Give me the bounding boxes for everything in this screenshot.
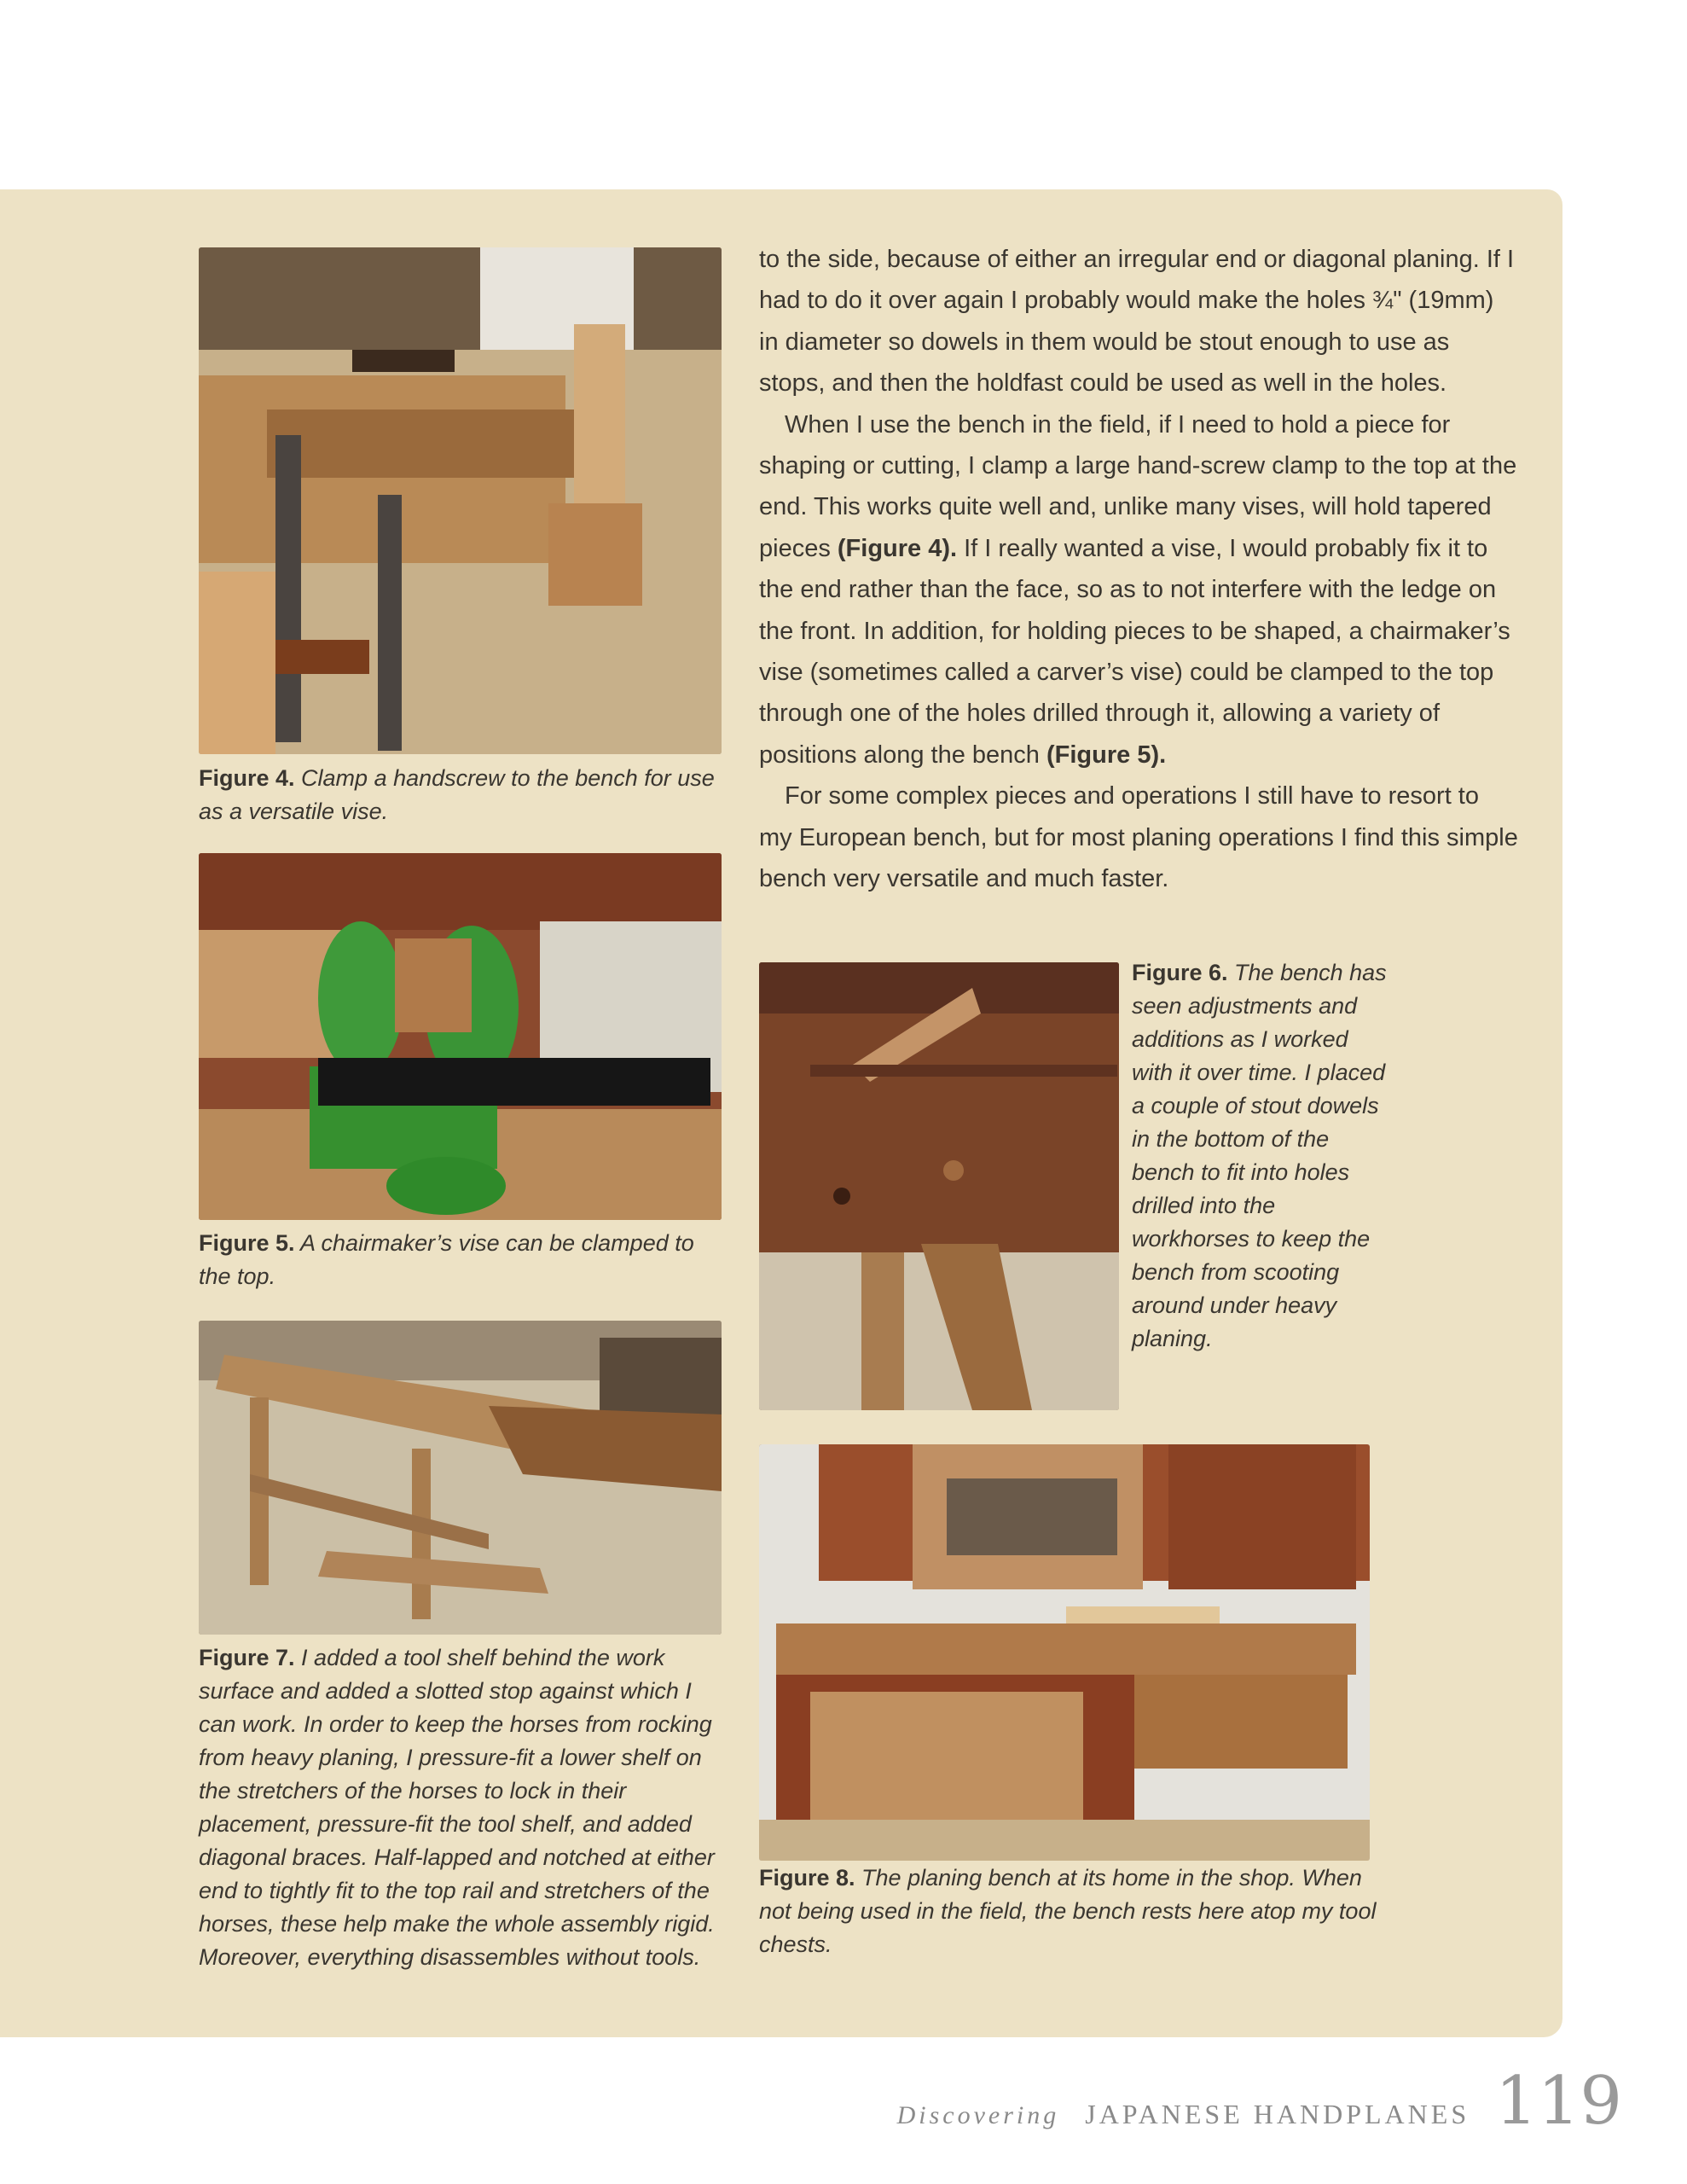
figure-6-photo: [759, 962, 1119, 1410]
body-text: [759, 239, 1518, 900]
figure-8-caption: [759, 1862, 1390, 1961]
figure-7-label: Figure 7.: [199, 1645, 295, 1670]
figure-5-label: Figure 5.: [199, 1230, 295, 1256]
figure-7-photo: [199, 1321, 722, 1635]
body-paragraph-2-start: When I use the bench in the field, if I need to hold a piece for shaping or cutting, I clamp a large hand-screw clamp to the top at the end. This works quite well and, unlike many vises, will hold tapered pieces: [759, 410, 1517, 562]
book-title: JAPANESE HANDPLANES: [1085, 2099, 1470, 2129]
body-paragraph-2-middle: If I really wanted a vise, I would probably fix it to the end rather than the face, so as to not interfere with the ledge on the front. In addition, for holding pieces to be shaped, a chairmaker’s vise (sometimes called a carver’s vise) could be clamped to the top through one of the holes drilled through it, allowing a variety of positions along the bench: [759, 534, 1510, 769]
figure-4-text: Clamp a handscrew to the bench for use as a versatile vise.: [199, 765, 715, 824]
figure-5-caption: [199, 1227, 728, 1293]
figure-7-text: I added a tool shelf behind the work surface and added a slotted stop against which I can work. In order to keep the horses from rocking from heavy planing, I pressure-fit a lower shelf on the stretchers of the horses to lock in their placement, pressure-fit the tool shelf, and added diagonal braces. Half-lapped and notched at either end to tightly fit to the top rail and stretchers of the horses, these help make the whole assembly rigid. Moreover, everything disassembles without tools.: [199, 1645, 715, 1970]
figure-8-text: The planing bench at its home in the shop. When not being used in the field, the bench rests here atop my tool chests.: [759, 1865, 1377, 1957]
figure-8-photo: [759, 1444, 1370, 1861]
body-paragraph-3: For some complex pieces and operations I still have to resort to my European bench, but for most planing operations I find this simple bench very versatile and much faster.: [759, 782, 1518, 893]
figure-4-label: Figure 4.: [199, 765, 295, 791]
figure-6-caption: [1132, 956, 1388, 1356]
figure-5-text: A chairmaker’s vise can be clamped to the top.: [199, 1230, 694, 1289]
figure-5-photo: [199, 853, 722, 1220]
figure-5-reference: (Figure 5).: [1046, 741, 1167, 769]
page-footer: [896, 2063, 1622, 2140]
body-paragraph-1: to the side, because of either an irregular end or diagonal planing. If I had to do it over again I probably would make the holes ¾" (19mm) in diameter so dowels in them would be stout enough to use as stops, and then the holdfast could be used as well in the holes.: [759, 246, 1515, 398]
series-name: Discovering: [896, 2101, 1060, 2129]
figure-6-text: The bench has seen adjustments and additions as I worked with it over time. I placed a couple of stout dowels in the bottom of the bench to fit into holes drilled into the workhorses to keep the bench from scooting around under heavy planing.: [1132, 960, 1387, 1351]
figure-8-label: Figure 8.: [759, 1865, 855, 1891]
figure-4-photo: [199, 247, 722, 754]
figure-7-caption: [199, 1641, 728, 1974]
figure-4-caption: [199, 762, 728, 828]
body-paragraph-2: [759, 404, 1518, 776]
figure-6-label: Figure 6.: [1132, 960, 1228, 985]
page-number: 119: [1495, 2063, 1622, 2140]
figure-4-reference: (Figure 4).: [837, 534, 958, 562]
